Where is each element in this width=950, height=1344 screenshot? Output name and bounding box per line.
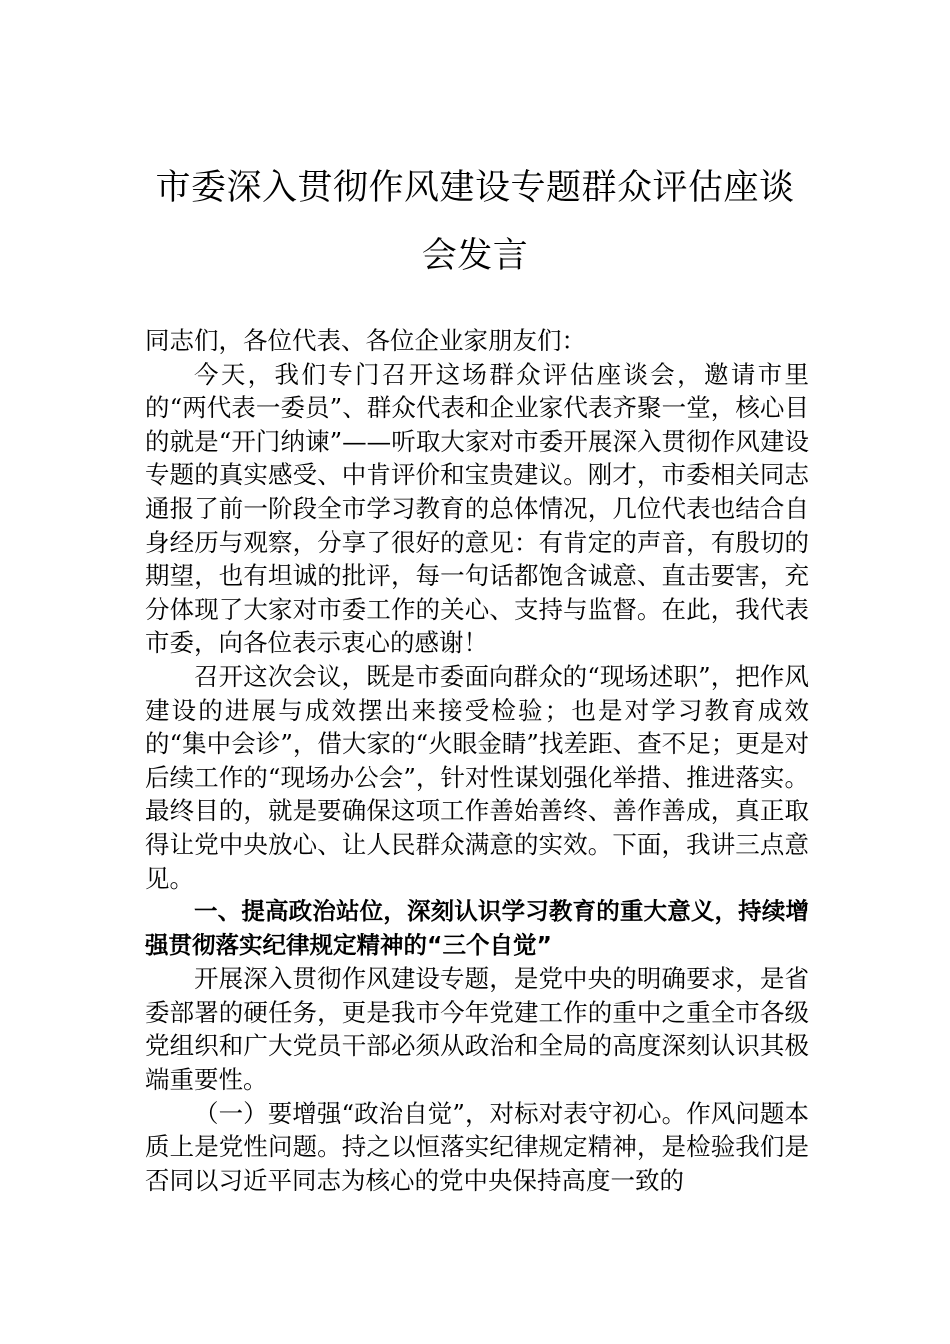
sub-paragraph: （一）要增强“政治自觉”，对标对表守初心。作风问题本质上是党性问题。持之以恒落实纪律规定精神，是检验我们是否同以习近平同志为核心的党中央保持高度一致的 [145, 1098, 809, 1195]
salutation: 同志们，各位代表、各位企业家朋友们： [145, 326, 586, 355]
paragraph-purpose: 召开这次会议，既是市委面向群众的“现场述职”，把作风建设的进展与成效摆出来接受检验；也是对学习教育成效的“集中会诊”，借大家的“火眼金睛”找差距、查不足；更是对后续工作的“现场办公会”，针对性谋划强化举措、推进落实。最终目的，就是要确保这项工作善始善终、善作善成，真正取得让党中央放心、让人民群众满意的实效。下面，我讲三点意见。 [145, 661, 809, 893]
section-paragraph: 开展深入贯彻作风建设专题，是党中央的明确要求，是省委部署的硬任务，更是我市今年党建工作的重中之重全市各级党组织和广大党员干部必须从政治和全局的高度深刻认识其极端重要性。 [145, 964, 809, 1095]
document-title-line-1: 市委深入贯彻作风建设专题群众评估座谈 [155, 168, 795, 208]
document-body [145, 324, 809, 1197]
paragraph-intro: 今天，我们专门召开这场群众评估座谈会，邀请市里的“两代表一委员”、群众代表和企业家代表齐聚一堂，核心目的就是“开门纳谏”——听取大家对市委开展深入贯彻作风建设专题的真实感受、中肯评价和宝贵建议。刚才，市委相关同志通报了前一阶段全市学习教育的总体情况，几位代表也结合自身经历与观察，分享了很好的意见：有肯定的声音，有殷切的期望，也有坦诚的批评，每一句话都饱含诚意、直击要害，充分体现了大家对市委工作的关心、支持与监督。在此，我代表市委，向各位表示衷心的感谢！ [145, 359, 809, 658]
document-title-line-2: 会发言 [421, 236, 529, 276]
section-heading: 一、提高政治站位，深刻认识学习教育的重大意义，持续增强贯彻落实纪律规定精神的“三个自觉” [145, 897, 809, 959]
